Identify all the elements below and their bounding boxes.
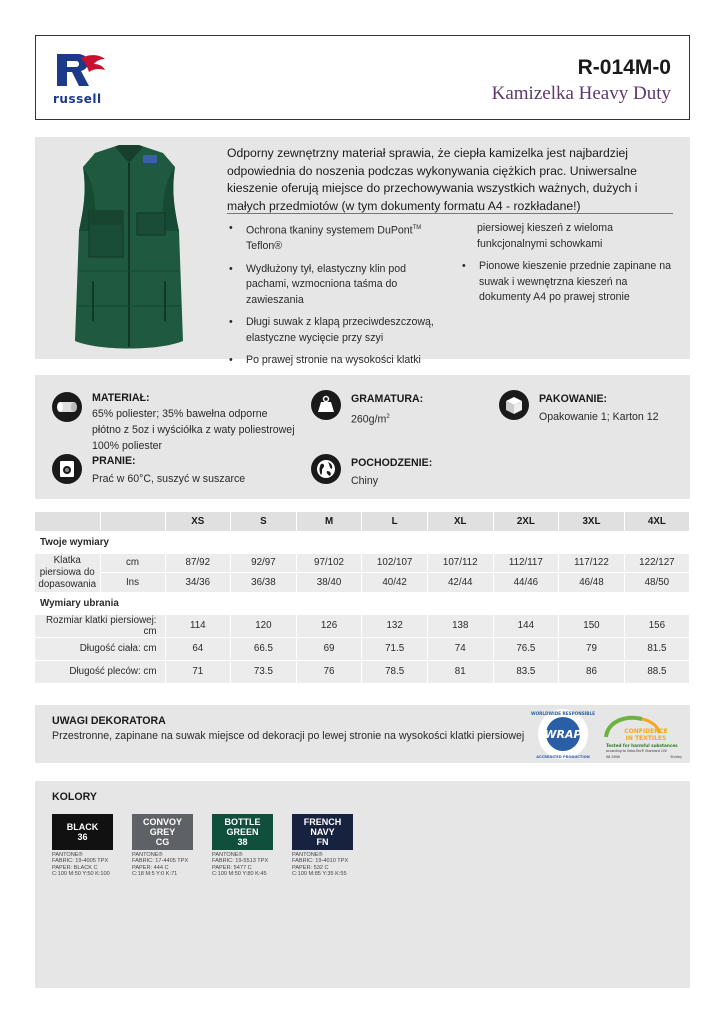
header	[35, 35, 690, 120]
product-panel	[35, 137, 690, 367]
decorator-text: Przestronne, zapinane na suwak miejsce od dekoracji po lewej stronie na wysokości klatki piersiowej	[52, 730, 525, 742]
svg-text:CONFIDENCE: CONFIDENCE	[624, 728, 668, 735]
chest-label: Klatka piersiowa do dopasowania	[35, 553, 100, 592]
size-header: XL	[427, 512, 493, 531]
svg-text:Tested for harmful substances: Tested for harmful substances	[606, 743, 678, 748]
russell-logo	[51, 50, 111, 110]
svg-text:IN TEXTILES: IN TEXTILES	[625, 735, 667, 742]
fabric-roll-icon	[52, 392, 82, 422]
box-icon	[499, 390, 529, 420]
product-code: R-014M-0	[577, 56, 671, 79]
product-description: Odporny zewnętrzny materiał sprawia, że ciepła kamizelka jest najbardziej odpowiednia do noszenia podczas wykonywania ciężkich prac. Uniwersalne kieszenie oferują miejsce do przechowywania wszystkich ważnych, dużych i małych przedmiotów (w tym dokumenty formatu A4 - rozkładane!)	[227, 146, 638, 213]
wrap-certification-badge	[530, 708, 596, 760]
decorator-title: UWAGI DEKORATORA	[52, 715, 166, 727]
globe-icon	[311, 454, 341, 484]
size-header: 3XL	[559, 512, 625, 531]
unit-label: Ins	[100, 573, 165, 593]
size-header: 2XL	[493, 512, 559, 531]
group-row	[35, 531, 690, 553]
table-row: Długość pleców: cm 71 73.5 76 78.5 81 83.5 86 88.5	[35, 660, 690, 683]
feature-item: • Po prawej stronie na wysokości klatki	[229, 354, 421, 367]
group-title: Wymiary ubrania	[35, 592, 690, 614]
group-title: Twoje wymiary	[35, 531, 690, 553]
svg-text:according to Oeko-Tex® Standar: according to Oeko-Tex® Standard 100	[606, 749, 667, 753]
color-swatch-bottle-green: BOTTLE GREEN 38	[212, 814, 273, 850]
size-header-row	[35, 512, 690, 531]
feature-item-continuation: piersiowej kieszeń z wieloma funkcjonalnymi schowkami	[477, 222, 614, 250]
product-name: Kamizelka Heavy Duty	[491, 83, 671, 104]
size-header: S	[231, 512, 297, 531]
table-row: Ins 34/36 36/38 38/40 40/42 42/44 44/46 46/48 48/50	[35, 573, 690, 593]
group-row	[35, 592, 690, 614]
features-right	[460, 221, 675, 313]
color-swatch-french-navy: FRENCH NAVY FN	[292, 814, 353, 850]
color-info-bottle-green: PANTONE® FABRIC: 19-5513 TPX PAPER: 5477 C C:100 M:50 Y:80 K:45	[212, 852, 269, 878]
eagle-icon	[55, 52, 107, 88]
size-header: 4XL	[624, 512, 689, 531]
divider	[227, 213, 673, 214]
table-row: Klatka piersiowa do dopasowania cm 87/92 92/97 97/102 102/107 107/112 112/117 117/122 122/127	[35, 553, 690, 573]
features-left	[227, 221, 449, 376]
colors-title: KOLORY	[52, 791, 97, 803]
color-swatch-black: BLACK 36	[52, 814, 113, 850]
brand-name: russell	[53, 92, 102, 106]
decorator-panel	[35, 705, 690, 763]
table-row: Długość ciała: cm 64 66.5 69 71.5 74 76.5 79 81.5	[35, 637, 690, 660]
size-header: L	[362, 512, 428, 531]
unit-label: cm	[100, 553, 165, 573]
feature-item: • Wydłużony tył, elastyczny klin pod pachami, wzmocniona taśma do zawieszania	[229, 262, 407, 306]
specs-panel: MATERIAŁ: 65% poliester; 35% bawełna odporne płótno z 5oz i wyściółka z waty poliestrowej 100% poliester GRAMATURA: $260g/m^2$ PAKOWANIE: Opakowanie 1; Karton 12 PRANIE: Prać w 60°C, suszyć w suszarce POCHODZENIE: Chiny	[35, 375, 690, 499]
washing-machine-icon	[52, 454, 82, 484]
svg-text:Shirley: Shirley	[670, 755, 682, 759]
svg-text:08-5940: 08-5940	[606, 755, 621, 759]
size-header: M	[296, 512, 362, 531]
feature-item: • Pionowe kieszenie przednie zapinane na suwak i wewnętrzna kieszeń na dokumenty A4 po prawej stronie	[462, 260, 671, 303]
colors-panel	[35, 781, 690, 988]
color-info-french-navy: PANTONE® FABRIC: 19-4010 TPX PAPER: 532 C C:100 M:85 Y:35 K:55	[292, 852, 349, 878]
vest-product-image	[59, 141, 199, 355]
feature-item: • Ochrona tkaniny systemem DuPont™ Teflon®	[229, 222, 422, 253]
size-header: XS	[165, 512, 231, 531]
weight-icon	[311, 390, 341, 420]
color-info-convoy-grey: PANTONE® FABRIC: 17-4405 TPX PAPER: 444 C C:18 M:5 Y:0 K:71	[132, 852, 189, 878]
size-table	[35, 512, 690, 684]
feature-item: • Długi suwak z klapą przeciwdeszczową, elastyczne wycięcie przy szyi	[229, 316, 434, 344]
color-info-black: PANTONE® FABRIC: 19-4005 TPX PAPER: BLACK C C:100 M:50 Y:50 K:100	[52, 852, 110, 878]
table-row: Rozmiar klatki piersiowej: cm 114 120 126 132 138 144 150 156	[35, 614, 690, 637]
svg-text:ACCREDITED PRODUCTION: ACCREDITED PRODUCTION	[536, 755, 590, 759]
svg-text:WRAP: WRAP	[544, 728, 582, 741]
oeko-tex-badge	[602, 711, 687, 759]
color-swatch-convoy-grey: CONVOY GREY CG	[132, 814, 193, 850]
svg-text:WORLDWIDE RESPONSIBLE: WORLDWIDE RESPONSIBLE	[530, 711, 596, 716]
